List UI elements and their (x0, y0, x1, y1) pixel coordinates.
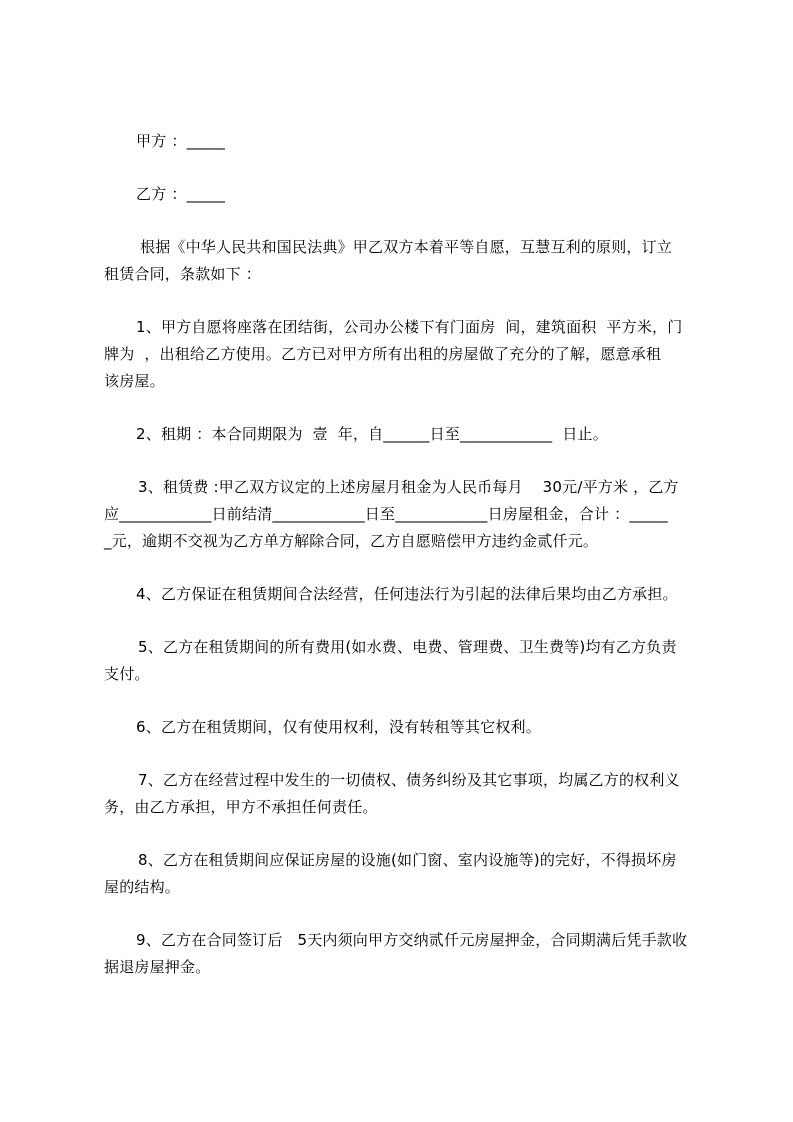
clause-5-line-2: 支付。 (104, 665, 150, 683)
intro-line-2: 租赁合同，条款如下 ： (104, 265, 261, 283)
clause-7-line-1: 7、乙方在经营过程中发生的一切债权、债务纠纷及其它事项，均属乙方的权利义 (138, 771, 680, 789)
clause-7-line-2: 务，由乙方承担，甲方不承担任何责任。 (104, 798, 378, 816)
clause-2-line-1: 2、租期 ：本合同期限为 壹 年，自______日至____________ 日止。 (136, 425, 608, 443)
clause-1-line-2: 牌为 ，出租给乙方使用。乙方已对甲方所有出租的房屋做了充分的了解，愿意承租 (104, 345, 662, 363)
clause-5-line-1: 5、乙方在租赁期间的所有费用(如水费、电费、管理费、卫生费等)均有乙方负责 (138, 638, 677, 656)
clause-3-line-1: 3、租赁费 :甲乙双方议定的上述房屋月租金为人民币每月 30元/平方米 ，乙方 (138, 478, 679, 496)
party-b-line: 乙方 ：_____ (136, 185, 226, 203)
clause-3-line-3: _元，逾期不交视为乙方单方解除合同，乙方自愿赔偿甲方违约金贰仟元。 (104, 532, 599, 550)
clause-1-line-1: 1、甲方自愿将座落在团结街，公司办公楼下有门面房 间，建筑面积 平方米，门 (136, 318, 683, 336)
clause-3-line-2: 应____________日前结清____________日至____________日房屋租金，合计 ：_____ (104, 505, 668, 523)
clause-9-line-2: 据退房屋押金。 (104, 958, 211, 976)
clause-1-line-3: 该房屋。 (104, 372, 165, 390)
intro-line-1: 根据《中华人民共和国民法典》甲乙双方本着平等自愿，互慧互利的原则，订立 (140, 238, 673, 256)
clause-6-line-1: 6、乙方在租赁期间，仅有使用权利，没有转租等其它权利。 (136, 718, 541, 736)
clause-4-line-1: 4、乙方保证在租赁期间合法经营，任何违法行为引起的法律后果均由乙方承担。 (136, 585, 678, 603)
party-a-line: 甲方 ：_____ (136, 132, 226, 150)
clause-8-line-1: 8、乙方在租赁期间应保证房屋的设施(如门窗、室内设施等)的完好，不得损坏房 (138, 851, 677, 869)
clause-8-line-2: 屋的结构。 (104, 878, 181, 896)
clause-9-line-1: 9、乙方在合同签订后 5天内须向甲方交纳贰仟元房屋押金，合同期满后凭手款收 (136, 931, 688, 949)
